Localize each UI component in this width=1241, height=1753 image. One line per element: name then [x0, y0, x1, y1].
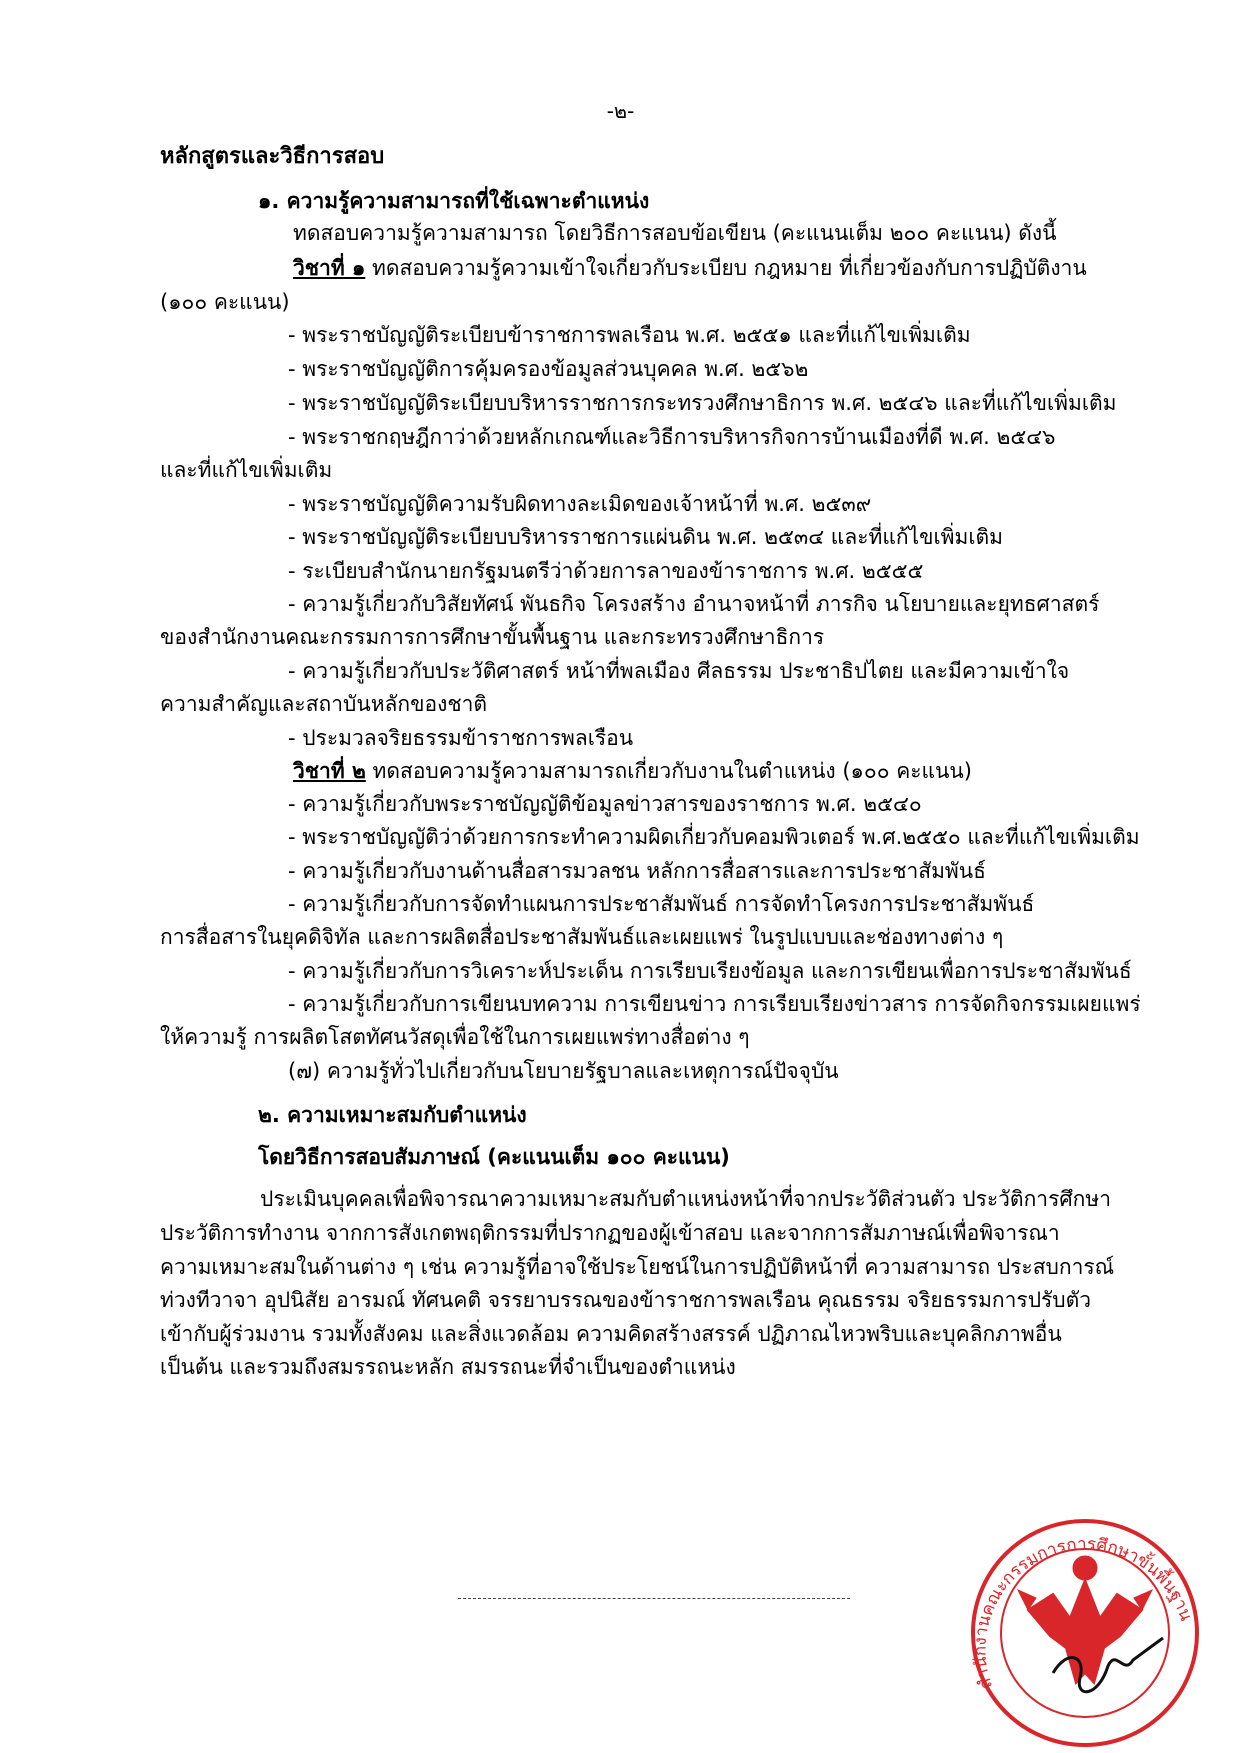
subject2-desc: ทดสอบความรู้ความสามารถเกี่ยวกับงานในตำแหน่ง (๑๐๐ คะแนน)	[365, 759, 972, 783]
list-item: - พระราชกฤษฎีกาว่าด้วยหลักเกณฑ์และวิธีการบริหารกิจการบ้านเมืองที่ดี พ.ศ. ๒๕๔๖	[288, 425, 1056, 449]
paragraph-line: ประวัติการทำงาน จากการสังเกตพฤติกรรมที่ปรากฏของผู้เข้าสอบ และจากการสัมภาษณ์เพื่อพิจารณา	[160, 1221, 1060, 1245]
official-seal-stamp	[958, 1498, 1213, 1753]
list-item: - ความรู้เกี่ยวกับพระราชบัญญัติข้อมูลข่าวสารของราชการ พ.ศ. ๒๕๔๐	[288, 792, 922, 816]
section2-method: โดยวิธีการสอบสัมภาษณ์ (คะแนนเต็ม ๑๐๐ คะแนน)	[258, 1145, 730, 1169]
paragraph-line: ท่วงทีวาจา อุปนิสัย อารมณ์ ทัศนคติ จรรยาบรรณของข้าราชการพลเรือน คุณธรรม จริยธรรมการปรับตัว	[160, 1288, 1092, 1312]
subject1-desc: ทดสอบความรู้ความเข้าใจเกี่ยวกับระเบียบ กฎหมาย ที่เกี่ยวข้องกับการปฏิบัติงาน	[365, 256, 1087, 280]
list-item-continuation: การสื่อสารในยุคดิจิทัล และการผลิตสื่อประชาสัมพันธ์และเผยแพร่ ในรูปแบบและช่องทางต่าง ๆ	[160, 925, 1004, 949]
list-item: - ความรู้เกี่ยวกับการเขียนบทความ การเขียนข่าว การเรียบเรียงข่าวสาร การจัดกิจกรรมเผยแพร่	[288, 992, 1141, 1016]
list-item: - ความรู้เกี่ยวกับประวัติศาสตร์ หน้าที่พลเมือง ศีลธรรม ประชาธิปไตย และมีความเข้าใจ	[288, 659, 1070, 683]
list-item: - พระราชบัญญัติระเบียบบริหารราชการกระทรวงศึกษาธิการ พ.ศ. ๒๕๔๖ และที่แก้ไขเพิ่มเติม	[288, 391, 1117, 415]
paragraph-line: ความเหมาะสมในด้านต่าง ๆ เช่น ความรู้ที่อาจใช้ประโยชน์ในการปฏิบัติหน้าที่ ความสามารถ ประสบการณ์	[160, 1255, 1115, 1279]
end-divider	[458, 1598, 850, 1599]
list-item: - ความรู้เกี่ยวกับงานด้านสื่อสารมวลชน หลักการสื่อสารและการประชาสัมพันธ์	[288, 859, 986, 883]
list-item-continuation: และที่แก้ไขเพิ่มเติม	[160, 458, 333, 482]
seal-text: สำนักงานคณะกรรมการการศึกษาขั้นพื้นฐาน	[970, 1534, 1196, 1692]
list-item: - ความรู้เกี่ยวกับการจัดทำแผนการประชาสัมพันธ์ การจัดทำโครงการประชาสัมพันธ์	[288, 892, 1035, 916]
section1-title: ๑. ความรู้ความสามารถที่ใช้เฉพาะตำแหน่ง	[258, 189, 650, 213]
paragraph-line: เข้ากับผู้ร่วมงาน รวมทั้งสังคม และสิ่งแวดล้อม ความคิดสร้างสรรค์ ปฏิภาณไหวพริบและบุคลิกภาพอื่น	[160, 1322, 1062, 1346]
list-item-continuation: ให้ความรู้ การผลิตโสตทัศนวัสดุเพื่อใช้ในการเผยแพร่ทางสื่อต่าง ๆ	[160, 1025, 750, 1049]
list-item: - ระเบียบสำนักนายกรัฐมนตรีว่าด้วยการลาของข้าราชการ พ.ศ. ๒๕๕๕	[288, 559, 924, 583]
list-item: - พระราชบัญญัติการคุ้มครองข้อมูลส่วนบุคคล พ.ศ. ๒๕๖๒	[288, 357, 809, 381]
section1-intro: ทดสอบความรู้ความสามารถ โดยวิธีการสอบข้อเขียน (คะแนนเต็ม ๒๐๐ คะแนน) ดังนี้	[293, 221, 1057, 245]
list-item: - ประมวลจริยธรรมข้าราชการพลเรือน	[288, 726, 634, 750]
list-item: - พระราชบัญญัติความรับผิดทางละเมิดของเจ้าหน้าที่ พ.ศ. ๒๕๓๙	[288, 492, 872, 516]
list-item-continuation: ของสำนักงานคณะกรรมการการศึกษาขั้นพื้นฐาน และกระทรวงศึกษาธิการ	[160, 625, 825, 649]
subject2-label: วิชาที่ ๒	[293, 759, 366, 783]
page-number: -๒-	[606, 99, 635, 123]
subject1-line	[293, 253, 1087, 283]
subject2-line	[293, 756, 972, 786]
list-item-continuation: ความสำคัญและสถาบันหลักของชาติ	[160, 692, 488, 716]
paragraph-line: ประเมินบุคคลเพื่อพิจารณาความเหมาะสมกับตำแหน่งหน้าที่จากประวัติส่วนตัว ประวัติการศึกษา	[260, 1187, 1112, 1211]
list-item: (๗) ความรู้ทั่วไปเกี่ยวกับนโยบายรัฐบาลและเหตุการณ์ปัจจุบัน	[288, 1059, 839, 1083]
paragraph-line: เป็นต้น และรวมถึงสมรรถนะหลัก สมรรถนะที่จำเป็นของตำแหน่ง	[160, 1355, 736, 1379]
list-item: - พระราชบัญญัติว่าด้วยการกระทำความผิดเกี่ยวกับคอมพิวเตอร์ พ.ศ.๒๕๕๐ และที่แก้ไขเพิ่มเติม	[288, 825, 1140, 849]
subject1-label: วิชาที่ ๑	[293, 256, 366, 280]
list-item: - พระราชบัญญัติระเบียบข้าราชการพลเรือน พ.ศ. ๒๕๕๑ และที่แก้ไขเพิ่มเติม	[288, 323, 971, 347]
list-item: - ความรู้เกี่ยวกับวิสัยทัศน์ พันธกิจ โครงสร้าง อำนาจหน้าที่ ภารกิจ นโยบายและยุทธศาสตร์	[288, 592, 1100, 616]
section2-title: ๒. ความเหมาะสมกับตำแหน่ง	[258, 1103, 527, 1127]
list-item: - ความรู้เกี่ยวกับการวิเคราะห์ประเด็น การเรียบเรียงข้อมูล และการเขียนเพื่อการประชาสัมพันธ์	[288, 959, 1132, 983]
list-item: - พระราชบัญญัติระเบียบบริหารราชการแผ่นดิน พ.ศ. ๒๕๓๔ และที่แก้ไขเพิ่มเติม	[288, 525, 1004, 549]
section-heading: หลักสูตรและวิธีการสอบ	[160, 144, 385, 169]
subject1-score: (๑๐๐ คะแนน)	[160, 290, 290, 314]
